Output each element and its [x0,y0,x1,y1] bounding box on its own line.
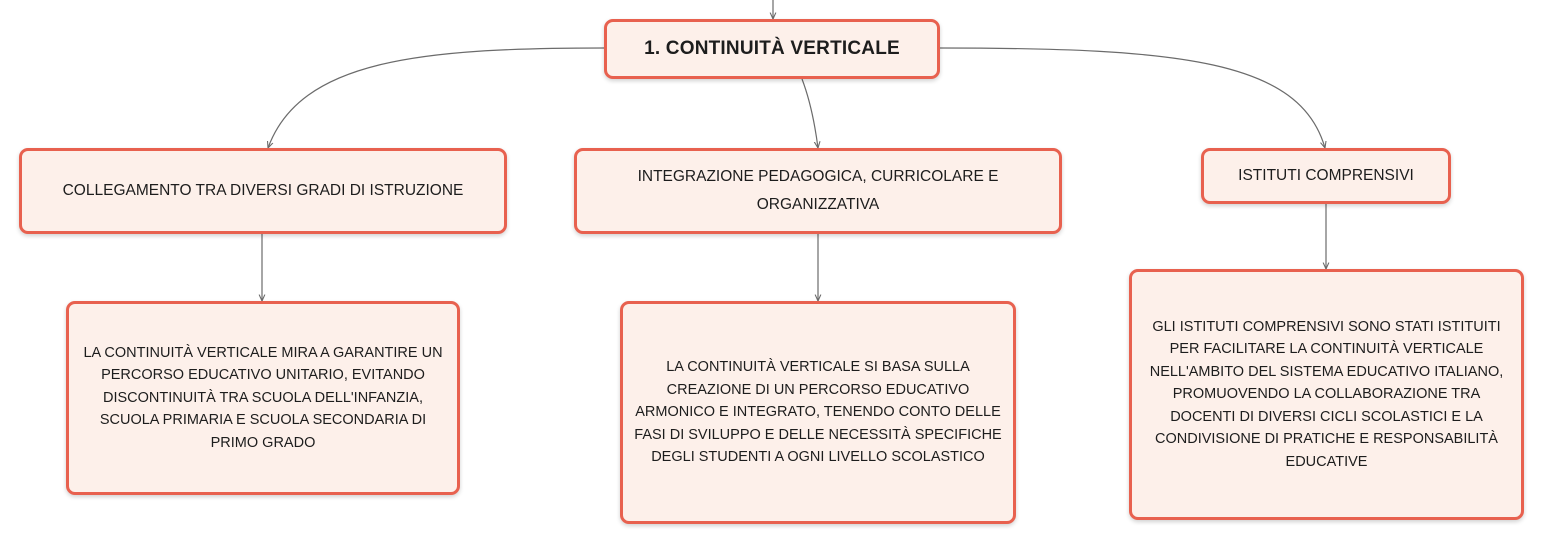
detail-topic-integrazione[interactable] [620,301,1016,524]
detail-topic-istituti[interactable] [1129,269,1524,520]
branch-topic-collegamento[interactable] [19,148,507,234]
branch-topic-integrazione[interactable] [574,148,1062,234]
root-topic-label: 1. CONTINUITÀ VERTICALE [644,38,900,59]
branch-topic-label: COLLEGAMENTO TRA DIVERSI GRADI DI ISTRUZIONE [62,182,464,199]
connector-root-left [268,48,604,148]
connector-root-middle [802,79,818,148]
branch-topic-istituti[interactable] [1201,148,1451,204]
detail-topic-collegamento[interactable] [66,301,460,495]
branch-topic-label: ISTITUTI COMPRENSIVI [1238,167,1414,184]
branch-topic-label: INTEGRAZIONE PEDAGOGICA, CURRICOLARE E ORGANIZZATIVA [637,168,999,213]
detail-topic-text: LA CONTINUITÀ VERTICALE MIRA A GARANTIRE UN PERCORSO EDUCATIVO UNITARIO, EVITANDO DISCONTINUITÀ TRA SCUOLA DELL'INFANZIA, SCUOLA PRIMARIA E SCUOLA SECONDARIA DI PRIMO GRADO [83,344,443,451]
connector-root-right [940,48,1325,148]
detail-topic-text: GLI ISTITUTI COMPRENSIVI SONO STATI ISTITUITI PER FACILITARE LA CONTINUITÀ VERTICALE NELL'AMBITO DEL SISTEMA EDUCATIVO ITALIANO, PROMUOVENDO LA COLLABORAZIONE TRA DOCENTI DI DIVERSI CICLI SCOLASTICI E LA CONDIVISIONE DI PRATICHE E RESPONSABILITÀ EDUCATIVE [1149,318,1504,470]
root-topic[interactable] [604,19,940,79]
detail-topic-text: LA CONTINUITÀ VERTICALE SI BASA SULLA CREAZIONE DI UN PERCORSO EDUCATIVO ARMONICO E INTEGRATO, TENENDO CONTO DELLE FASI DI SVILUPPO E DELLE NECESSITÀ SPECIFICHE DEGLI STUDENTI A OGNI LIVELLO SCOLASTICO [634,359,1002,466]
